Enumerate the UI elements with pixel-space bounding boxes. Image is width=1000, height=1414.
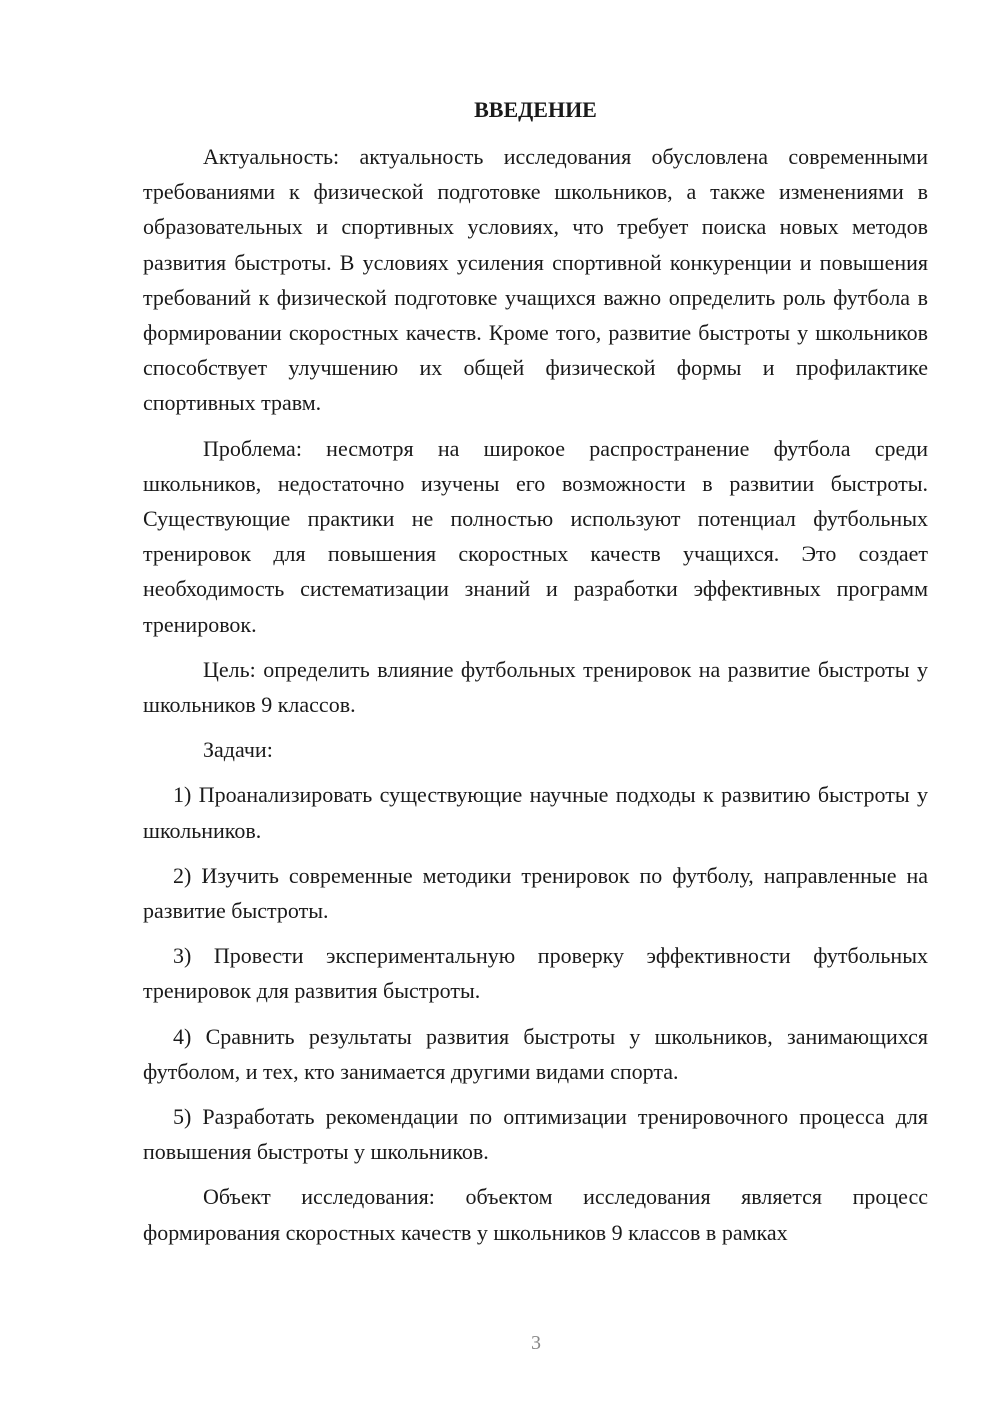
tasks-heading: Задачи: xyxy=(203,737,273,763)
relevance-paragraph: Актуальность: актуальность исследования обусловлена современными требованиями к физической подготовке школьников, а также изменениями в образовательных и спортивных условиях, что требует поиска новых методов развития быстроты. В условиях усиления спортивной конкуренции и повышения требований к физической подготовке учащихся важно определить роль футбола в формировании скоростных качеств. Кроме того, развитие быстроты у школьников способствует улучшению их общей физической формы и профилактике спортивных травм. xyxy=(143,144,928,416)
goal-paragraph: Цель: определить влияние футбольных тренировок на развитие быстроты у школьников 9 классов. xyxy=(143,656,928,718)
page-number: 3 xyxy=(531,1332,541,1354)
task-item-5: 5) Разработать рекомендации по оптимизации тренировочного процесса для повышения быстроты у школьников. xyxy=(143,1104,928,1165)
task-item-2: 2) Изучить современные методики тренировок по футболу, направленные на развитие быстроты. xyxy=(143,862,928,924)
task-item-4: 4) Сравнить результаты развития быстроты у школьников, занимающихся футболом, и тех, кто занимается другими видами спорта. xyxy=(143,1023,928,1084)
object-paragraph: Объект исследования: объектом исследования является процесс формирования скоростных качеств у школьников 9 классов в рамках xyxy=(143,1184,928,1245)
task-item-3: 3) Провести экспериментальную проверку эффективности футбольных тренировок для развития быстроты. xyxy=(143,943,928,1004)
document-title: ВВЕДЕНИЕ xyxy=(474,97,597,122)
task-item-1: 1) Проанализировать существующие научные подходы к развитию быстроты у школьников. xyxy=(143,782,928,843)
problem-paragraph: Проблема: несмотря на широкое распространение футбола среди школьников, недостаточно изучены его возможности в развитии быстроты. Существующие практики не полностью используют потенциал футбольных тренировок для повышения скоростных качеств учащихся. Это создает необходимость систематизации знаний и разработки эффективных программ тренировок. xyxy=(143,435,928,637)
document-page xyxy=(143,95,928,1260)
